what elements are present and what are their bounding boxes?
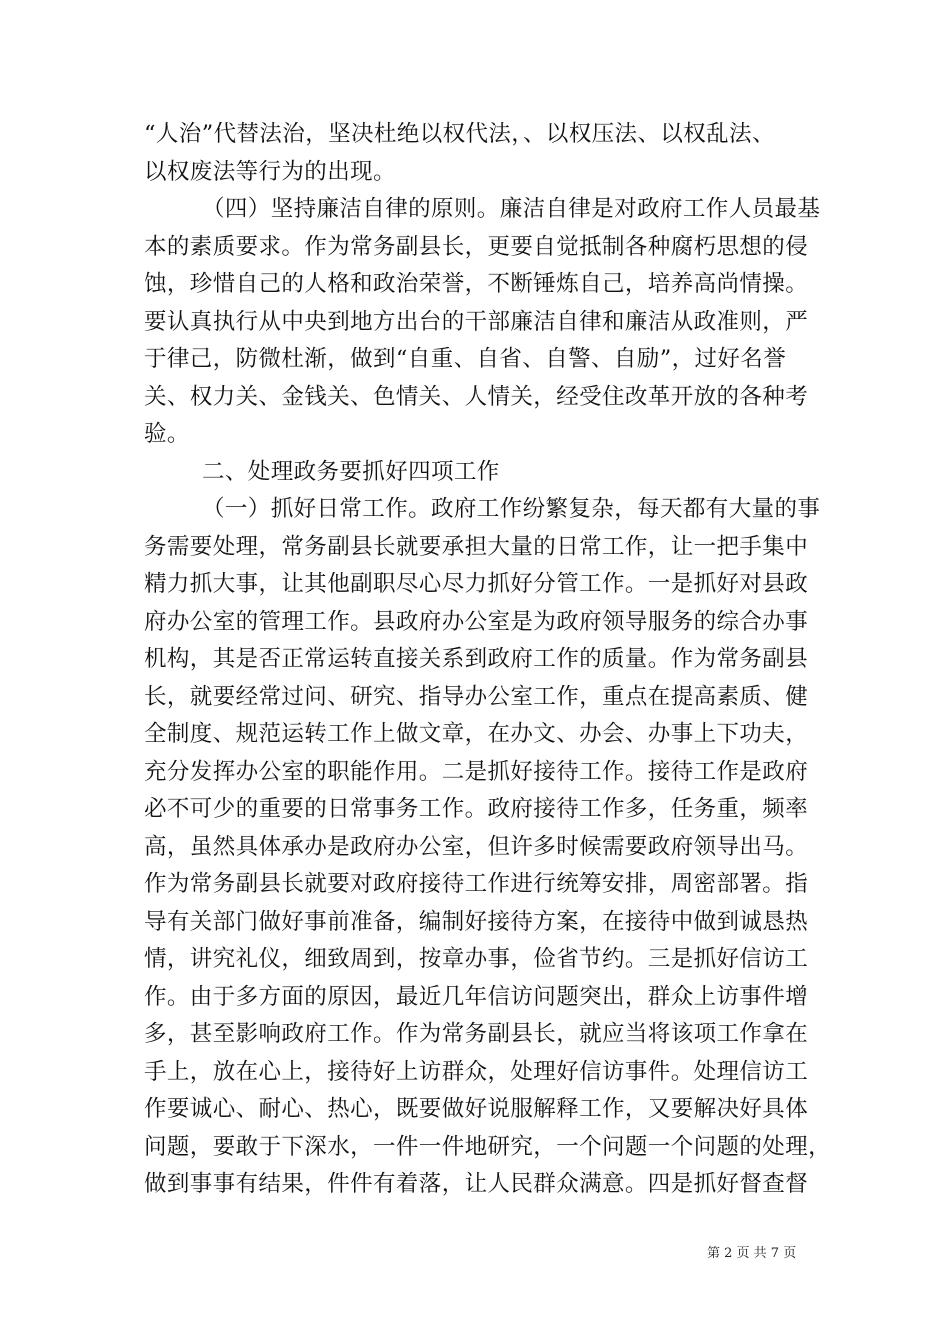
text-line: 充分发挥办公室的职能作用。二是抓好接待工作。接待工作是政府: [144, 758, 809, 785]
text-line: 验。: [144, 421, 190, 447]
text-line: 要认真执行从中央到地方出台的干部廉洁自律和廉洁从政准则，严: [144, 308, 809, 335]
section-heading: 二、处理政务要抓好四项工作: [202, 458, 500, 485]
paragraph-start-line: （一）抓好日常工作。政府工作纷繁复杂，每天都有大量的事: [202, 496, 821, 522]
text-line: 作要诚心、耐心、热心，既要做好说服解释工作，又要解决好具体: [144, 1096, 809, 1122]
text-line: 情，讲究礼仪，细致周到，按章办事，俭省节约。三是抓好信访工: [144, 946, 809, 972]
text-line: 蚀，珍惜自己的人格和政治荣誉，不断锤炼自己，培养高尚情操。: [144, 271, 809, 297]
text-line: 机构，其是否正常运转直接关系到政府工作的质量。作为常务副县: [144, 646, 809, 672]
text-line: 作为常务副县长就要对政府接待工作进行统筹安排，周密部署。指: [144, 871, 809, 897]
text-line: 以权废法等行为的出现。: [144, 158, 396, 185]
text-line: 关、权力关、金钱关、色情关、人情关，经受住改革开放的各种考: [144, 383, 809, 410]
text-line: 作。由于多方面的原因，最近几年信访问题突出，群众上访事件增: [144, 983, 809, 1010]
text-line: 多，甚至影响政府工作。作为常务副县长，就应当将该项工作拿在: [144, 1021, 809, 1047]
text-line: 做到事事有结果，件件有着落，让人民群众满意。四是抓好督查督: [144, 1171, 809, 1197]
text-line: 必不可少的重要的日常事务工作。政府接待工作多，任务重，频率: [144, 796, 809, 822]
text-line: 本的素质要求。作为常务副县长，更要自觉抵制各种腐朽思想的侵: [144, 233, 809, 260]
text-line: 府办公室的管理工作。县政府办公室是为政府领导服务的综合办事: [144, 608, 809, 635]
text-line: 于律己，防微杜渐，做到“自重、自省、自警、自励”，过好名誉: [144, 346, 787, 372]
text-line: 长，就要经常过问、研究、指导办公室工作，重点在提高素质、健: [144, 683, 809, 710]
text-line: 全制度、规范运转工作上做文章，在办文、办会、办事上下功夫，: [144, 721, 809, 747]
text-line: 问题，要敢于下深水，一件一件地研究，一个问题一个问题的处理，: [144, 1133, 832, 1160]
paragraph-start-line: （四）坚持廉洁自律的原则。廉洁自律是对政府工作人员最基: [202, 196, 821, 222]
text-line: “人治”代替法治，坚决杜绝以权代法，、以权压法、以权乱法、: [144, 121, 775, 147]
document-body: [144, 116, 830, 1204]
text-line: 手上，放在心上，接待好上访群众，处理好信访事件。处理信访工: [144, 1058, 809, 1085]
text-line: 高，虽然具体承办是政府办公室，但许多时候需要政府领导出马。: [144, 833, 809, 860]
page-number: 第 2 页 共 7 页: [707, 1246, 797, 1261]
text-line: 导有关部门做好事前准备，编制好接待方案，在接待中做到诚恳热: [144, 908, 809, 935]
text-line: 务需要处理，常务副县长就要承担大量的日常工作，让一把手集中: [144, 533, 809, 560]
text-line: 精力抓大事，让其他副职尽心尽力抓好分管工作。一是抓好对县政: [144, 571, 809, 597]
